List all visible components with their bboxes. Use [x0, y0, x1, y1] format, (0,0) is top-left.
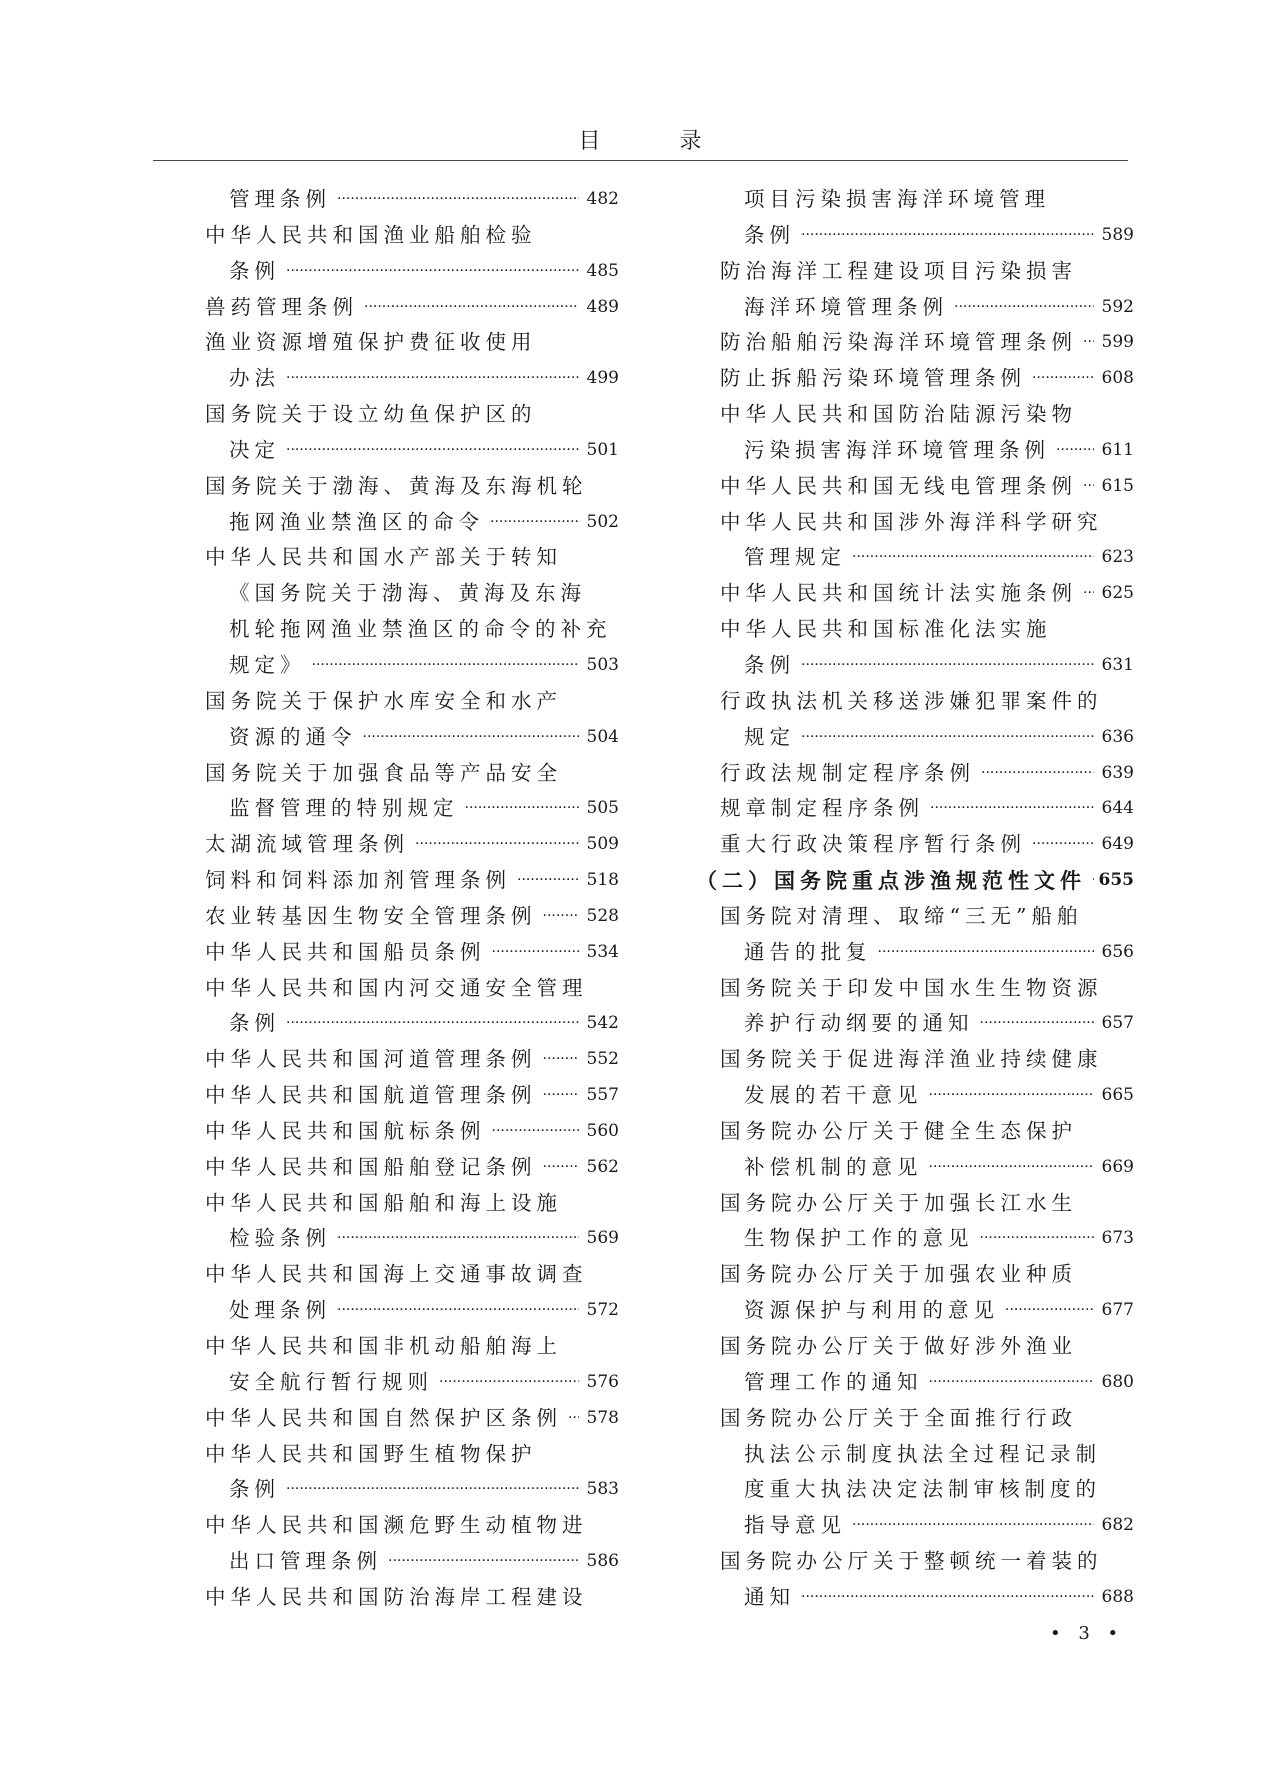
toc-entry-text: 国务院关于渤海、黄海及东海机轮 [205, 473, 588, 498]
toc-leader-dots [1083, 325, 1094, 361]
toc-entry [205, 290, 619, 326]
toc-entry-text: 中华人民共和国标准化法实施 [720, 617, 1052, 642]
toc-entry-text: 中华人民共和国船舶登记条例 [205, 1154, 537, 1179]
toc-entry-text: 条例 [229, 1477, 280, 1502]
toc-entry-text: 农业转基因生物安全管理条例 [205, 903, 537, 928]
toc-leader-dots [801, 648, 1094, 684]
toc-entry [720, 791, 1134, 827]
toc-page-number: 499 [586, 368, 619, 389]
toc-entry-text: 兽药管理条例 [205, 294, 358, 319]
toc-entry [205, 971, 619, 1007]
toc-page-number: 688 [1101, 1586, 1134, 1607]
toc-entry-text: 中华人民共和国统计法实施条例 [720, 581, 1077, 606]
toc-leader-dots [980, 1221, 1095, 1257]
toc-leader-dots [929, 1150, 1095, 1186]
toc-entry [205, 1042, 619, 1078]
toc-page-number: 599 [1101, 332, 1134, 353]
toc-page-number: 501 [586, 439, 619, 460]
toc-page-number: 589 [1101, 224, 1134, 245]
toc-page-number: 578 [586, 1407, 619, 1428]
toc-page-number: 680 [1101, 1371, 1134, 1392]
toc-entry [205, 1437, 619, 1473]
toc-entry-text: 中华人民共和国航道管理条例 [205, 1083, 537, 1108]
toc-leader-dots [852, 1508, 1094, 1544]
toc-page-number: 586 [586, 1551, 619, 1572]
toc-page-number: 560 [586, 1120, 619, 1141]
toc-page-number: 542 [586, 1013, 619, 1034]
toc-entry [720, 756, 1134, 792]
toc-entry-text: 管理规定 [744, 545, 846, 570]
toc-page-number: 625 [1101, 583, 1134, 604]
toc-page-number: 534 [586, 941, 619, 962]
toc-page-number: 562 [586, 1156, 619, 1177]
toc-entry-text: 指导意见 [744, 1513, 846, 1538]
toc-entry [720, 684, 1134, 720]
toc-entry [720, 505, 1134, 541]
toc-entry [205, 576, 619, 612]
toc-entry [720, 1186, 1134, 1222]
toc-entry [205, 612, 619, 648]
toc-entry-text: 中华人民共和国非机动船舶海上 [205, 1334, 562, 1358]
toc-entry [720, 971, 1134, 1007]
toc-page-number: 657 [1101, 1013, 1134, 1034]
toc-leader-dots [1056, 433, 1094, 469]
toc-entry-text: 条例 [229, 1011, 280, 1036]
toc-entry [720, 1508, 1134, 1544]
toc-page-number: 552 [586, 1049, 619, 1070]
toc-entry-text: 度重大执法决定法制审核制度的 [744, 1477, 1101, 1502]
toc-leader-dots [801, 1580, 1094, 1616]
toc-entry-text: 中华人民共和国海上交通事故调查 [205, 1262, 588, 1287]
toc-entry [205, 1580, 619, 1616]
toc-entry [205, 1544, 619, 1580]
toc-leader-dots [286, 433, 579, 469]
toc-page-number: 503 [586, 654, 619, 675]
toc-leader-dots [312, 648, 580, 684]
toc-entry [205, 1150, 619, 1186]
toc-entry-text: 饲料和饲料添加剂管理条例 [205, 868, 511, 893]
toc-entry-text: 中华人民共和国无线电管理条例 [720, 473, 1077, 498]
toc-entry-text: 执法公示制度执法全过程记录制 [744, 1441, 1101, 1466]
toc-entry-text: 中华人民共和国船员条例 [205, 939, 486, 964]
toc-entry [720, 648, 1134, 684]
toc-entry-text: 国务院办公厅关于全面推行行政 [720, 1405, 1077, 1430]
toc-leader-dots [929, 1365, 1095, 1401]
toc-leader-dots [543, 1042, 580, 1078]
toc-entry-text: 中华人民共和国自然保护区条例 [205, 1405, 562, 1430]
toc-page-number: 576 [586, 1371, 619, 1392]
toc-entry [720, 612, 1134, 648]
toc-page-number: 569 [586, 1228, 619, 1249]
toc-page-number: 608 [1101, 368, 1134, 389]
toc-entry [720, 1257, 1134, 1293]
toc-entry [205, 863, 619, 899]
toc-entry-text: 规定 [744, 724, 795, 749]
toc-entry-text: 管理工作的通知 [744, 1369, 923, 1394]
toc-entry-text: 通知 [744, 1584, 795, 1609]
toc-leader-dots [286, 1006, 579, 1042]
toc-leader-dots [1083, 576, 1094, 612]
toc-leader-dots [1032, 827, 1094, 863]
toc-entry [205, 720, 619, 756]
toc-leader-dots [980, 1006, 1095, 1042]
toc-entry-text: 防治船舶污染海洋环境管理条例 [720, 330, 1077, 355]
toc-entry [205, 182, 619, 218]
toc-entry [720, 1006, 1134, 1042]
toc-entry [720, 1365, 1134, 1401]
toc-page-number: 623 [1101, 547, 1134, 568]
toc-entry-text: 检验条例 [229, 1226, 331, 1251]
toc-entry [205, 469, 619, 505]
toc-entry [720, 1150, 1134, 1186]
toc-entry-text: 防治海洋工程建设项目污染损害 [720, 258, 1077, 283]
toc-leader-dots [492, 935, 580, 971]
toc-leader-dots [1083, 469, 1094, 505]
toc-entry [720, 720, 1134, 756]
toc-entry-text: 太湖流域管理条例 [205, 832, 409, 857]
toc-entry [720, 576, 1134, 612]
toc-leader-dots [286, 254, 579, 290]
page-number: • 3 • [1050, 1623, 1125, 1644]
toc-leader-dots [517, 863, 579, 899]
toc-entry [720, 1544, 1134, 1580]
header-rule [153, 160, 1128, 161]
toc-entry-text: 决定 [229, 437, 280, 462]
toc-entry-text: 资源的通令 [229, 724, 357, 749]
toc-page-number: 557 [586, 1085, 619, 1106]
toc-leader-dots [492, 1114, 580, 1150]
toc-entry [205, 1078, 619, 1114]
toc-leader-dots [568, 1401, 579, 1437]
toc-leader-dots [954, 290, 1094, 326]
toc-entry [205, 361, 619, 397]
toc-page-number: 485 [586, 260, 619, 281]
toc-leader-dots [981, 756, 1094, 792]
toc-leader-dots [878, 935, 1095, 971]
toc-entry [720, 254, 1134, 290]
toc-entry [205, 325, 619, 361]
toc-entry-text: 渔业资源增殖保护费征收使用 [205, 330, 537, 355]
toc-entry-text: 规章制定程序条例 [720, 796, 924, 821]
toc-entry-text: 中华人民共和国防治海岸工程建设 [205, 1584, 588, 1609]
toc-entry [720, 325, 1134, 361]
toc-entry [720, 290, 1134, 326]
toc-leader-dots [1005, 1293, 1094, 1329]
toc-entry-text: （二）国务院重点涉渔规范性文件 [696, 868, 1086, 894]
toc-entry-text: 国务院关于加强食品等产品安全 [205, 760, 562, 785]
toc-entry [205, 899, 619, 935]
toc-page-number: 615 [1101, 475, 1134, 496]
toc-leader-dots [364, 290, 579, 326]
toc-entry [205, 648, 619, 684]
toc-page-number: 656 [1101, 941, 1134, 962]
toc-page-number: 505 [586, 798, 619, 819]
toc-entry [720, 540, 1134, 576]
toc-entry-text: 国务院办公厅关于做好涉外渔业 [720, 1334, 1077, 1358]
toc-entry-text: 补偿机制的意见 [744, 1154, 923, 1179]
toc-entry [720, 469, 1134, 505]
toc-entry [720, 827, 1134, 863]
toc-entry-text: 国务院办公厅关于健全生态保护 [720, 1118, 1077, 1143]
toc-entry-text: 《国务院关于渤海、黄海及东海 [229, 581, 586, 606]
toc-entry-text: 中华人民共和国内河交通安全管理 [205, 975, 588, 1000]
toc-entry-text: 中华人民共和国水产部关于转知 [205, 545, 562, 570]
toc-entry [205, 1508, 619, 1544]
toc-entry-text: 生物保护工作的意见 [744, 1226, 974, 1251]
toc-entry [205, 397, 619, 433]
toc-section-heading [696, 863, 1134, 899]
toc-leader-dots [337, 182, 579, 218]
toc-column-left [205, 182, 619, 1616]
toc-page-number: 592 [1101, 296, 1134, 317]
toc-entry [205, 218, 619, 254]
toc-entry-text: 条例 [229, 258, 280, 283]
toc-entry-text: 中华人民共和国涉外海洋科学研究 [720, 509, 1103, 534]
toc-entry-text: 污染损害海洋环境管理条例 [744, 437, 1050, 462]
toc-entry [205, 1114, 619, 1150]
toc-entry [720, 1078, 1134, 1114]
toc-page-number: 518 [586, 870, 619, 891]
toc-entry [720, 1114, 1134, 1150]
toc-entry-text: 海洋环境管理条例 [744, 294, 948, 319]
toc-entry [720, 935, 1134, 971]
toc-entry-text: 中华人民共和国濒危野生动植物进 [205, 1513, 588, 1538]
toc-entry [205, 1186, 619, 1222]
toc-entry-text: 国务院关于设立幼鱼保护区的 [205, 402, 537, 427]
toc-entry [720, 1437, 1134, 1473]
toc-entry [720, 433, 1134, 469]
toc-page-number: 482 [586, 189, 619, 209]
toc-leader-dots [439, 1365, 579, 1401]
toc-entry-text: 国务院关于印发中国水生生物资源 [720, 975, 1103, 1000]
toc-entry [720, 182, 1134, 218]
toc-leader-dots [929, 1078, 1095, 1114]
toc-entry-text: 防止拆船污染环境管理条例 [720, 366, 1026, 391]
toc-entry [205, 1293, 619, 1329]
toc-entry-text: 机轮拖网渔业禁渔区的命令的补充 [229, 617, 612, 642]
toc-leader-dots [801, 720, 1094, 756]
toc-entry [720, 1221, 1134, 1257]
page-header: 目 录 [578, 129, 738, 154]
toc-leader-dots [1092, 863, 1094, 899]
toc-page-number: 677 [1101, 1300, 1134, 1321]
toc-entry [205, 1329, 619, 1365]
toc-entry [720, 1293, 1134, 1329]
toc-column-right [696, 182, 1134, 1616]
toc-page-number: 489 [586, 296, 619, 317]
toc-leader-dots [930, 791, 1094, 827]
toc-entry [205, 1365, 619, 1401]
toc-entry-text: 国务院办公厅关于加强长江水生 [720, 1190, 1077, 1215]
toc-entry [720, 397, 1134, 433]
toc-entry [205, 505, 619, 541]
toc-entry [205, 827, 619, 863]
toc-entry-text: 行政执法机关移送涉嫌犯罪案件的 [720, 688, 1103, 713]
toc-leader-dots [543, 899, 580, 935]
toc-entry [720, 1472, 1134, 1508]
toc-entry-text: 规定》 [229, 652, 306, 677]
toc-page-number: 631 [1101, 654, 1134, 675]
toc-entry-text: 中华人民共和国船舶和海上设施 [205, 1190, 562, 1215]
toc-page-number: 502 [586, 511, 619, 532]
toc-entry-text: 出口管理条例 [229, 1549, 382, 1574]
toc-leader-dots [490, 505, 579, 541]
toc-leader-dots [337, 1293, 579, 1329]
toc-entry [720, 218, 1134, 254]
toc-entry [205, 791, 619, 827]
toc-leader-dots [337, 1221, 579, 1257]
toc-page-number: 611 [1101, 439, 1134, 460]
toc-page-number: 636 [1101, 726, 1134, 747]
toc-entry-text: 国务院对清理、取缔“三无”船舶 [720, 903, 1083, 928]
toc-entry [205, 1401, 619, 1437]
toc-entry [205, 1006, 619, 1042]
toc-entry-text: 安全航行暂行规则 [229, 1369, 433, 1394]
toc-page-number: 669 [1101, 1156, 1134, 1177]
toc-page-number: 528 [586, 905, 619, 926]
toc-entry [205, 254, 619, 290]
toc-leader-dots [801, 218, 1094, 254]
toc-leader-dots [852, 540, 1094, 576]
toc-entry [720, 1580, 1134, 1616]
toc-entry-text: 管理条例 [229, 187, 331, 211]
toc-leader-dots [1032, 361, 1094, 397]
toc-entry-text: 中华人民共和国野生植物保护 [205, 1441, 537, 1466]
toc-entry-text: 行政法规制定程序条例 [720, 760, 975, 785]
toc-leader-dots [415, 827, 579, 863]
toc-entry-text: 中华人民共和国防治陆源污染物 [720, 402, 1077, 427]
toc-leader-dots [286, 1472, 579, 1508]
toc-entry-text: 资源保护与利用的意见 [744, 1298, 999, 1323]
toc-entry [205, 756, 619, 792]
toc-page-number: 665 [1101, 1085, 1134, 1106]
toc-entry-text: 国务院关于促进海洋渔业持续健康 [720, 1047, 1103, 1072]
toc-entry-text: 国务院办公厅关于整顿统一着装的 [720, 1549, 1103, 1574]
toc-entry [205, 684, 619, 720]
toc-entry-text: 国务院关于保护水库安全和水产 [205, 688, 562, 713]
toc-entry-text: 监督管理的特别规定 [229, 796, 459, 821]
toc-entry-text: 养护行动纲要的通知 [744, 1011, 974, 1036]
toc-entry [205, 1257, 619, 1293]
toc-entry-text: 通告的批复 [744, 939, 872, 964]
toc-page-number: 583 [586, 1479, 619, 1500]
toc-page-number: 673 [1101, 1228, 1134, 1249]
toc-page-number: 682 [1101, 1515, 1134, 1536]
toc-entry [205, 433, 619, 469]
toc-page-number: 639 [1101, 762, 1134, 783]
toc-page-number: 644 [1101, 798, 1134, 819]
toc-leader-dots [286, 361, 579, 397]
toc-entry-text: 条例 [744, 222, 795, 247]
toc-entry-text: 重大行政决策程序暂行条例 [720, 832, 1026, 857]
toc-entry [720, 1401, 1134, 1437]
toc-entry-text: 中华人民共和国航标条例 [205, 1118, 486, 1143]
toc-entry-text: 条例 [744, 652, 795, 677]
toc-leader-dots [465, 791, 580, 827]
toc-entry [205, 1472, 619, 1508]
toc-entry-text: 发展的若干意见 [744, 1083, 923, 1108]
toc-entry [205, 540, 619, 576]
toc-entry-text: 中华人民共和国河道管理条例 [205, 1047, 537, 1072]
toc-entry-text: 办法 [229, 366, 280, 391]
toc-entry [720, 1042, 1134, 1078]
toc-leader-dots [363, 720, 580, 756]
toc-entry-text: 项目污染损害海洋环境管理 [744, 187, 1050, 211]
toc-entry [720, 361, 1134, 397]
toc-page-number: 509 [586, 834, 619, 855]
toc-entry-text: 拖网渔业禁渔区的命令 [229, 509, 484, 534]
toc-entry-text: 国务院办公厅关于加强农业种质 [720, 1262, 1077, 1287]
toc-entry-text: 中华人民共和国渔业船舶检验 [205, 222, 537, 247]
toc-page-number: 572 [586, 1300, 619, 1321]
toc-page-number: 649 [1101, 834, 1134, 855]
toc-leader-dots [543, 1150, 580, 1186]
toc-entry [205, 1221, 619, 1257]
toc-leader-dots [543, 1078, 580, 1114]
toc-entry [720, 899, 1134, 935]
toc-page-number: 504 [586, 726, 619, 747]
toc-page-number: 655 [1098, 870, 1134, 891]
toc-entry-text: 处理条例 [229, 1298, 331, 1323]
toc-entry [205, 935, 619, 971]
toc-leader-dots [388, 1544, 579, 1580]
toc-entry [720, 1329, 1134, 1365]
